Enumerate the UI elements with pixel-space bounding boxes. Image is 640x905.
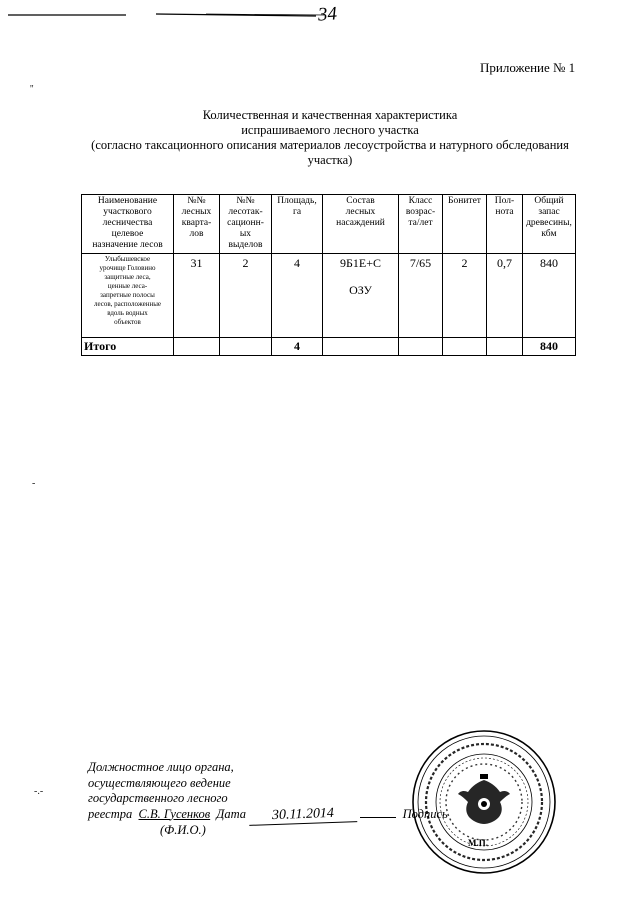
signature-label: Подпись (402, 806, 448, 821)
page-number-rule (6, 4, 336, 20)
forest-characteristics-table (81, 194, 576, 356)
appendix-label: Приложение № 1 (480, 60, 576, 75)
header-age-class: Класс возрас- та/лет (399, 195, 443, 254)
table-header-row (82, 195, 576, 254)
total-empty (399, 338, 443, 356)
cell-bonitet: 2 (443, 254, 487, 338)
cell-section: 2 (220, 254, 272, 338)
cell-quarter: 31 (174, 254, 220, 338)
total-empty (487, 338, 523, 356)
official-seal (410, 728, 558, 876)
header-forestry-name: Наименование участкового лесничества целевое назначение лесов (82, 195, 174, 254)
signature-block (88, 760, 448, 839)
header-section-number: №№ лесотак- сационн- ых выделов (220, 195, 272, 254)
header-composition: Состав лесных насаждений (323, 195, 399, 254)
header-area: Площадь, га (272, 195, 323, 254)
scan-speck: - (32, 478, 36, 489)
header-bonitet: Бонитет (443, 195, 487, 254)
table-total-row (82, 338, 576, 356)
fio-label: (Ф.И.О.) (160, 823, 206, 837)
total-empty (443, 338, 487, 356)
header-quarter-number: №№ лесных кварта- лов (174, 195, 220, 254)
official-title-line: государственного лесного (88, 791, 228, 805)
header-density: Пол- нота (487, 195, 523, 254)
official-title-line: Должностное лицо органа, (88, 760, 234, 774)
date-label: Дата (216, 806, 247, 821)
registry-label: реестра (88, 806, 133, 821)
cell-forestry-name: Улыбышевское урочище Головино защитные леса, ценные леса- запретные полосы лесов, расположенные вдоль водных объектов (82, 254, 174, 338)
seal-center-text: М.П. (468, 838, 488, 848)
total-stock: 840 (523, 338, 576, 356)
heading-line: (согласно таксационного описания материалов лесоустройства и натурного обследования (91, 138, 569, 152)
cell-density: 0,7 (487, 254, 523, 338)
table-row (82, 254, 576, 338)
total-label: Итого (82, 338, 174, 356)
total-empty (220, 338, 272, 356)
total-area: 4 (272, 338, 323, 356)
cell-age-class: 7/65 (399, 254, 443, 338)
official-title-line: осуществляющего ведение (88, 775, 231, 790)
header-total-stock: Общий запас древесины, кбм (523, 195, 576, 254)
date-value: 30.11.2014 (249, 805, 358, 825)
document-heading (70, 108, 590, 168)
date-line-tail (360, 817, 396, 818)
total-empty (174, 338, 220, 356)
total-empty (323, 338, 399, 356)
cell-composition: 9Б1Е+С ОЗУ (323, 254, 399, 338)
scan-speck: -.- (34, 786, 44, 797)
scan-speck: '' (30, 84, 34, 95)
official-name: С.В. Гусенков (138, 806, 211, 821)
heading-line: участка) (307, 153, 353, 167)
page-number: 34 (317, 3, 338, 26)
cell-stock: 840 (523, 254, 576, 338)
cell-area: 4 (272, 254, 323, 338)
heading-line: Количественная и качественная характеристика (202, 108, 458, 122)
heading-line: испрашиваемого лесного участка (241, 123, 419, 137)
